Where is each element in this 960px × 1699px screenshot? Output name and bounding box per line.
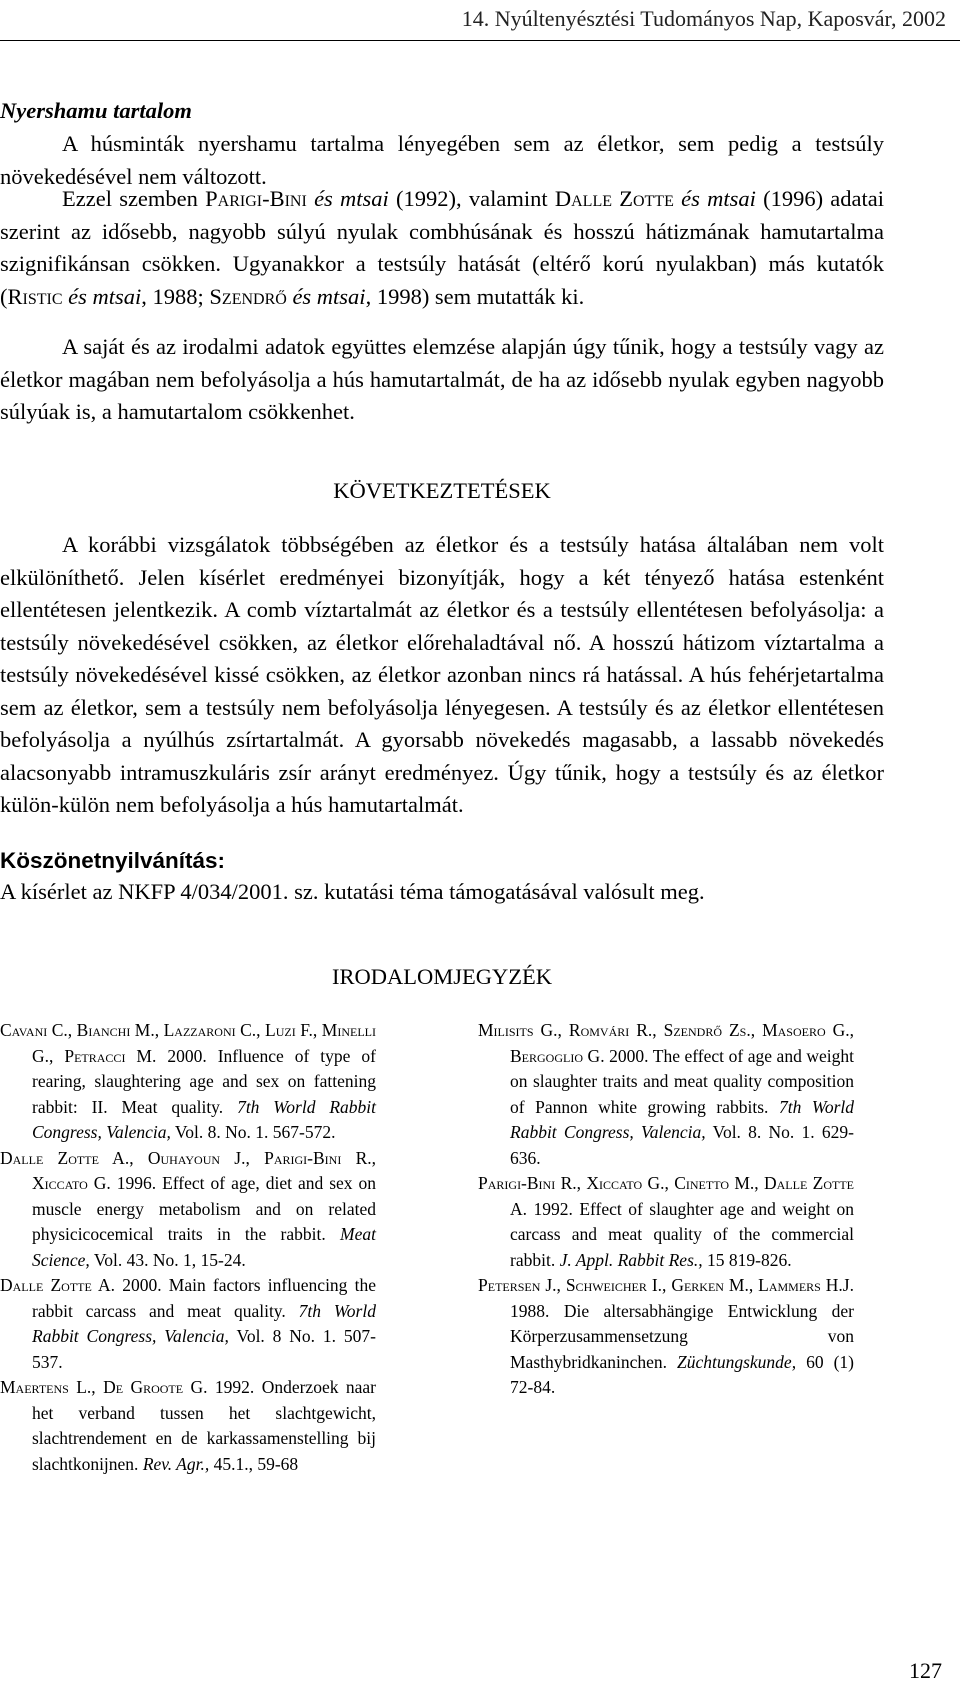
references-right-column xyxy=(478,1018,854,1401)
reference-5: Milisits G., Romvári R., Szendrő Zs., Masoero G., Bergoglio G. 2000. The effect of age and weight on slaughter traits and meat quality composition of Pannon white growing rabbits. 7th World Rabbit Congress, Valencia, Vol. 8. No. 1. 629-636. xyxy=(478,1020,855,1168)
references-left-column xyxy=(0,1018,376,1477)
running-header xyxy=(0,4,960,42)
header-text: 14. Nyúltenyésztési Tudományos Nap, Kaposvár, 2002 xyxy=(461,6,946,31)
section-title-nyershamu: Nyershamu tartalom xyxy=(0,98,192,123)
acknowledgement-text: A kísérlet az NKFP 4/034/2001. sz. kutatási téma támogatásával valósult meg. xyxy=(0,879,705,904)
header-rule xyxy=(0,40,960,41)
reference-4: Maertens L., De Groote G. 1992. Onderzoek naar het verband tussen het slachtgewicht, slachtrendement en de karkassamenstelling bij slachtkonijnen. Rev. Agr., 45.1., 59-68 xyxy=(0,1377,376,1474)
reference-7: Petersen J., Schweicher I., Gerken M., Lammers H.J. 1988. Die altersabhängige Entwicklung der Körperzusammensetzung von Masthybridkaninchen. Züchtungskunde, 60 (1) 72-84. xyxy=(478,1275,854,1397)
references-title: IRODALOMJEGYZÉK xyxy=(332,964,552,989)
conclusions-text: A korábbi vizsgálatok többségében az életkor és a testsúly hatása általában nem volt elkülöníthető. Jelen kísérlet eredményei bizonyítják, hogy a két tényező hatása estenként ellentétesen jelentkezik. A comb víztartalmát az életkor és a testsúly ellentétesen befolyásolja: a testsúly növekedésével csökken, az életkor előrehaladtával nő. A hosszú hátizom víztartalma a testsúly növekedésével kissé csökken, az életkor azonban nincs rá hatással. A hús fehérjetartalma sem az életkor, sem a testsúly nem befolyásolja lényegesen. A testsúly és az életkor ellentétesen befolyásolja a nyúlhús zsírtartalmát. A gyorsabb növekedés magasabb, a lassabb növekedés alacsonyabb intramuszkuláris zsír arányt eredményez. Úgy tűnik, hogy a testsúly és az életkor külön-külön nem befolyásolja a hús hamutartalmát. xyxy=(0,532,884,817)
paragraph-1: A húsminták nyershamu tartalma lényegében sem az életkor, sem pedig a testsúly növekedésével nem változott. xyxy=(0,131,884,189)
acknowledgement-title: Köszönetnyilvánítás: xyxy=(0,848,226,873)
paragraph-2: Ezzel szemben Parigi-Bini és mtsai (1992), valamint Dalle Zotte és mtsai (1996) adatai szerint az idősebb, nagyobb súlyú nyulak combhúsának és hosszú hátizmának hamutartalma szignifikánsan csökken. Ugyanakkor a testsúly hatását (eltérő korú nyulakban) más kutatók (Ristic és mtsai, 1988; Szendrő és mtsai, 1998) sem mutatták ki. xyxy=(0,186,885,309)
page-number: 127 xyxy=(909,1658,942,1683)
paragraph-3: A saját és az irodalmi adatok együttes elemzése alapján úgy tűnik, hogy a testsúly vagy az életkor magában nem befolyásolja a hús hamutartalmát, de ha az idősebb nyulak egyben nagyobb súlyúak is, a hamutartalom csökkenhet. xyxy=(0,334,884,424)
reference-2: Dalle Zotte A., Ouhayoun J., Parigi-Bini R., Xiccato G. 1996. Effect of age, diet and sex on muscle energy metabolism and on related physicicocemical traits in the rabbit. Meat Science, Vol. 43. No. 1, 15-24. xyxy=(0,1147,377,1270)
reference-1: Cavani C., Bianchi M., Lazzaroni C., Luzi F., Minelli G., Petracci M. 2000. Influence of type of rearing, slaughtering age and sex on fattening rabbit: II. Meat quality. 7th World Rabbit Congress, Valencia, Vol. 8. No. 1. 567-572. xyxy=(0,1020,377,1142)
reference-6: Parigi-Bini R., Xiccato G., Cinetto M., Dalle Zotte A. 1992. Effect of slaughter age and weight on carcass and meat quality of the commercial rabbit. J. Appl. Rabbit Res., 15 819-826. xyxy=(478,1173,854,1270)
conclusions-title: KÖVETKEZTETÉSEK xyxy=(333,478,551,503)
reference-3: Dalle Zotte A. 2000. Main factors influencing the rabbit carcass and meat quality. 7th World Rabbit Congress, Valencia, Vol. 8 No. 1. 507-537. xyxy=(0,1275,376,1372)
